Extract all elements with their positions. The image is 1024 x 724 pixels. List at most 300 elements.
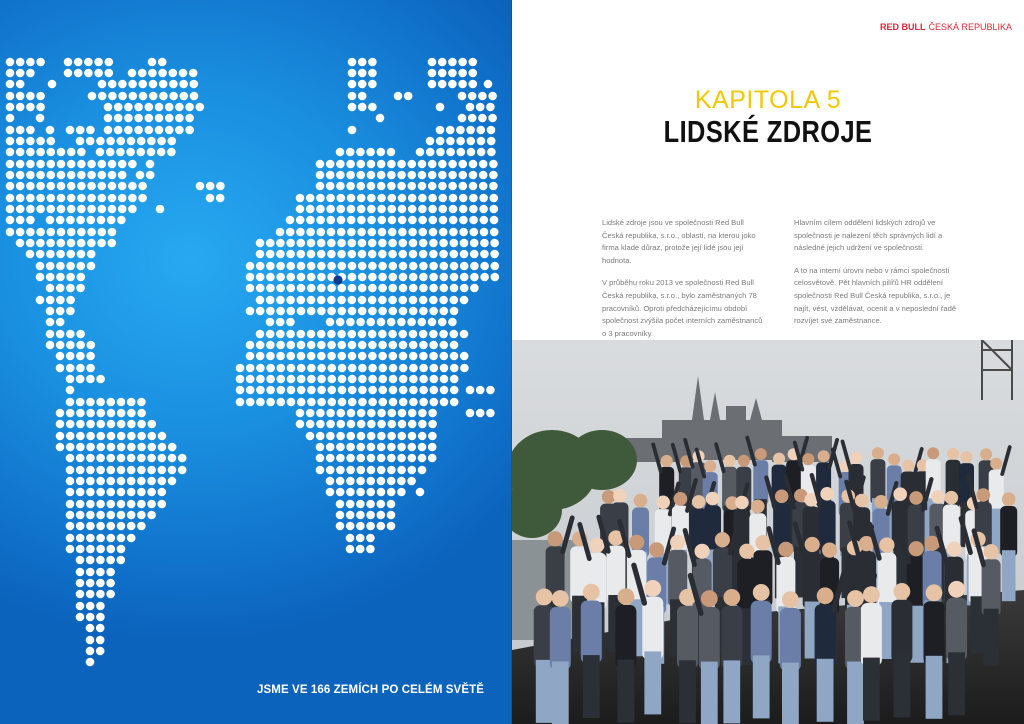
person-body: [699, 607, 720, 670]
map-dot: [56, 352, 65, 361]
map-dot: [6, 182, 15, 191]
map-dot: [367, 466, 376, 475]
person-legs: [984, 609, 999, 666]
map-dot: [428, 443, 437, 452]
map-dot: [277, 386, 286, 395]
map-dot: [67, 182, 76, 191]
map-dot: [86, 534, 95, 543]
map-dot: [256, 262, 265, 271]
map-dot: [450, 352, 459, 361]
map-dot: [86, 511, 95, 520]
map-dot: [317, 341, 326, 350]
person-head: [706, 492, 720, 506]
map-dot: [327, 216, 336, 225]
map-dot: [346, 477, 355, 486]
map-dot: [450, 239, 459, 248]
map-dot: [367, 432, 376, 441]
map-dot: [57, 194, 66, 203]
person-legs: [536, 660, 553, 723]
map-dot: [326, 420, 335, 429]
map-dot: [297, 250, 306, 259]
map-dot: [399, 375, 408, 384]
map-dot: [88, 92, 97, 101]
map-dot: [316, 205, 325, 214]
map-dot: [418, 182, 427, 191]
map-dot: [460, 239, 469, 248]
map-dot: [76, 511, 85, 520]
map-dot: [64, 69, 73, 78]
map-dot: [328, 386, 337, 395]
map-dot: [440, 273, 449, 282]
person-body: [677, 606, 698, 669]
map-dot: [190, 80, 199, 89]
map-dot: [460, 330, 469, 339]
map-dot: [348, 262, 357, 271]
map-dot: [117, 488, 126, 497]
map-dot: [96, 522, 105, 531]
map-dot: [348, 250, 357, 259]
map-dot: [488, 92, 497, 101]
map-dot: [389, 262, 398, 271]
person-head: [552, 590, 569, 607]
map-dot: [66, 273, 75, 282]
map-dot: [149, 80, 158, 89]
map-dot: [118, 92, 127, 101]
map-dot: [104, 103, 113, 112]
map-dot: [346, 534, 355, 543]
map-dot: [348, 352, 357, 361]
map-dot: [368, 284, 377, 293]
map-dot: [389, 386, 398, 395]
map-dot: [358, 58, 367, 67]
person-head: [715, 532, 730, 547]
map-dot: [460, 250, 469, 259]
map-dot: [190, 92, 199, 101]
map-dot: [317, 398, 326, 407]
map-dot: [399, 239, 408, 248]
map-dot: [296, 228, 305, 237]
map-dot: [477, 137, 486, 146]
map-dot: [438, 69, 447, 78]
map-dot: [127, 398, 136, 407]
map-dot: [117, 398, 126, 407]
map-dot: [155, 126, 164, 135]
map-dot: [377, 205, 386, 214]
map-dot: [137, 148, 146, 157]
person-legs: [817, 659, 834, 722]
map-dot: [436, 103, 445, 112]
map-dot: [128, 160, 137, 169]
map-dot: [438, 182, 447, 191]
map-dot: [107, 454, 116, 463]
map-dot: [246, 386, 255, 395]
map-dot: [84, 69, 93, 78]
map-dot: [66, 398, 75, 407]
map-dot: [287, 273, 296, 282]
map-dot: [66, 352, 75, 361]
map-dot: [450, 307, 459, 316]
person-body: [982, 559, 1001, 616]
map-dot: [459, 216, 468, 225]
map-dot: [86, 466, 95, 475]
map-dot: [418, 432, 427, 441]
map-dot: [450, 375, 459, 384]
map-dot: [26, 137, 35, 146]
map-dot: [66, 454, 75, 463]
map-dot: [158, 466, 167, 475]
map-dot: [346, 160, 355, 169]
map-dot: [429, 341, 438, 350]
map-dot: [377, 432, 386, 441]
person-body: [550, 607, 571, 670]
map-dot: [307, 250, 316, 259]
map-dot: [147, 148, 156, 157]
map-dot: [6, 80, 15, 89]
map-dot: [470, 262, 479, 271]
map-dot: [338, 352, 347, 361]
map-dot: [387, 148, 396, 157]
map-dot: [106, 579, 115, 588]
map-dot: [479, 182, 488, 191]
map-dot: [76, 545, 85, 554]
map-dot: [97, 420, 106, 429]
map-dot: [336, 454, 345, 463]
map-dot: [450, 273, 459, 282]
map-dot: [439, 216, 448, 225]
map-dot: [336, 182, 345, 191]
map-dot: [297, 284, 306, 293]
map-dot: [348, 341, 357, 350]
map-dot: [357, 443, 366, 452]
map-dot: [408, 160, 417, 169]
map-dot: [297, 341, 306, 350]
map-dot: [397, 443, 406, 452]
map-dot: [76, 398, 85, 407]
map-dot: [327, 330, 336, 339]
map-dot: [6, 171, 15, 180]
map-dot: [419, 330, 428, 339]
map-dot: [56, 409, 65, 418]
map-dot: [26, 239, 35, 248]
map-dot: [408, 205, 417, 214]
map-dot: [47, 148, 56, 157]
map-dot: [48, 80, 57, 89]
map-dot: [118, 205, 127, 214]
map-dot: [389, 284, 398, 293]
map-dot: [477, 148, 486, 157]
map-dot: [317, 284, 326, 293]
map-dot: [398, 409, 407, 418]
map-dot: [97, 216, 106, 225]
map-dot: [76, 602, 85, 611]
map-dot: [97, 239, 106, 248]
map-dot: [277, 375, 286, 384]
map-dot: [430, 386, 439, 395]
map-dot: [480, 273, 489, 282]
map-dot: [418, 205, 427, 214]
map-dot: [137, 477, 146, 486]
map-dot: [180, 92, 189, 101]
person-head: [802, 453, 814, 465]
map-dot: [458, 92, 467, 101]
map-dot: [246, 364, 255, 373]
map-dot: [67, 205, 76, 214]
map-dot: [76, 420, 85, 429]
map-dot: [317, 250, 326, 259]
map-dot: [357, 409, 366, 418]
person-head: [618, 588, 635, 605]
map-dot: [6, 126, 15, 135]
map-dot: [408, 409, 417, 418]
map-dot: [117, 216, 126, 225]
map-dot: [276, 318, 285, 327]
map-dot: [477, 126, 486, 135]
map-dot: [387, 432, 396, 441]
map-dot: [469, 69, 478, 78]
map-dot: [168, 137, 177, 146]
map-dot: [127, 443, 136, 452]
map-dot: [439, 194, 448, 203]
map-dot: [124, 114, 133, 123]
map-dot: [66, 330, 75, 339]
person-head: [931, 490, 945, 504]
map-dot: [117, 454, 126, 463]
map-dot: [117, 137, 126, 146]
person-head: [980, 448, 992, 460]
map-dot: [159, 92, 168, 101]
map-dot: [490, 250, 499, 259]
map-dot: [266, 364, 275, 373]
map-dot: [158, 477, 167, 486]
map-dot: [86, 443, 95, 452]
map-dot: [56, 262, 65, 271]
map-dot: [56, 273, 65, 282]
map-dot: [367, 160, 376, 169]
map-dot: [94, 69, 103, 78]
map-dot: [306, 420, 315, 429]
map-dot: [327, 250, 336, 259]
map-dot: [327, 239, 336, 248]
map-dot: [158, 69, 167, 78]
map-dot: [317, 307, 326, 316]
map-dot: [86, 488, 95, 497]
map-dot: [128, 80, 137, 89]
map-dot: [326, 454, 335, 463]
map-dot: [107, 477, 116, 486]
person-head: [701, 590, 718, 607]
map-dot: [347, 228, 356, 237]
map-dot: [76, 284, 85, 293]
map-dot: [419, 262, 428, 271]
map-dot: [398, 228, 407, 237]
map-dot: [138, 182, 147, 191]
map-dot: [66, 262, 75, 271]
map-dot: [398, 194, 407, 203]
map-dot: [450, 341, 459, 350]
map-dot: [440, 386, 449, 395]
map-dot: [316, 420, 325, 429]
map-dot: [117, 477, 126, 486]
map-dot: [47, 171, 56, 180]
person-head: [909, 491, 923, 505]
map-dot: [246, 273, 255, 282]
map-dot: [127, 488, 136, 497]
map-dot: [404, 92, 413, 101]
map-dot: [336, 466, 345, 475]
map-dot: [86, 454, 95, 463]
map-dot: [6, 205, 15, 214]
map-dot: [459, 194, 468, 203]
person-head: [692, 495, 706, 509]
map-dot: [156, 205, 165, 214]
map-dot: [491, 273, 500, 282]
team-photo-illustration: [512, 340, 1024, 724]
person-head: [822, 543, 837, 558]
map-dot: [74, 58, 83, 67]
map-dot: [480, 239, 489, 248]
map-dot: [436, 126, 445, 135]
map-dot: [356, 545, 365, 554]
map-dot: [16, 137, 25, 146]
person-head: [773, 453, 785, 465]
person-head: [649, 542, 664, 557]
map-dot: [118, 80, 127, 89]
map-dot: [346, 522, 355, 531]
map-dot: [117, 545, 126, 554]
map-dot: [450, 296, 459, 305]
map-dot: [216, 182, 225, 191]
map-dot: [358, 386, 367, 395]
map-dot: [56, 420, 65, 429]
map-dot: [256, 386, 265, 395]
running-head-country: ČESKÁ REPUBLIKA: [928, 22, 1012, 32]
map-dot: [326, 171, 335, 180]
map-dot: [470, 228, 479, 237]
map-dot: [185, 126, 194, 135]
map-dot: [368, 307, 377, 316]
team-photo: [512, 340, 1024, 724]
map-dot: [266, 296, 275, 305]
map-dot: [206, 194, 215, 203]
map-dot: [286, 296, 295, 305]
map-dot: [46, 250, 55, 259]
map-dot: [328, 375, 337, 384]
map-dot: [307, 364, 316, 373]
map-dot: [107, 522, 116, 531]
map-dot: [439, 250, 448, 259]
map-dot: [297, 307, 306, 316]
map-dot: [76, 613, 85, 622]
map-dot: [466, 409, 475, 418]
map-dot: [348, 126, 357, 135]
map-dot: [357, 420, 366, 429]
map-dot: [256, 284, 265, 293]
map-dot: [378, 330, 387, 339]
map-dot: [76, 352, 85, 361]
map-dot: [67, 148, 76, 157]
map-dot: [179, 69, 188, 78]
map-dot: [459, 182, 468, 191]
map-dot: [86, 432, 95, 441]
map-dot: [356, 148, 365, 157]
map-dot: [387, 318, 396, 327]
map-dot: [377, 488, 386, 497]
map-dot: [450, 330, 459, 339]
map-dot: [348, 364, 357, 373]
person-head: [820, 487, 834, 501]
person-body: [751, 601, 772, 664]
chapter-title: LIDSKÉ ZDROJE: [663, 114, 873, 149]
map-dot: [358, 69, 367, 78]
map-dot: [388, 330, 397, 339]
map-dot: [155, 114, 164, 123]
map-dot: [16, 92, 25, 101]
map-dot: [118, 182, 127, 191]
map-dot: [16, 205, 25, 214]
map-dot: [276, 239, 285, 248]
map-dot: [368, 375, 377, 384]
map-dot: [394, 92, 403, 101]
map-dot: [409, 262, 418, 271]
map-dot: [236, 364, 245, 373]
map-dot: [346, 182, 355, 191]
map-dot: [440, 352, 449, 361]
map-dot: [438, 58, 447, 67]
map-dot: [36, 171, 45, 180]
map-dot: [66, 409, 75, 418]
map-dot: [448, 80, 457, 89]
map-dot: [137, 466, 146, 475]
map-dot: [426, 148, 435, 157]
map-dot: [346, 466, 355, 475]
map-dot: [148, 58, 157, 67]
map-dot: [46, 273, 55, 282]
map-dot: [76, 330, 85, 339]
map-dot: [466, 386, 475, 395]
map-dot: [16, 148, 25, 157]
map-dot: [86, 613, 95, 622]
map-dot: [16, 58, 25, 67]
map-dot: [337, 239, 346, 248]
map-dot: [456, 137, 465, 146]
map-dot: [450, 386, 459, 395]
map-dot: [86, 375, 95, 384]
map-dot: [16, 103, 25, 112]
map-dot: [459, 171, 468, 180]
map-dot: [366, 534, 375, 543]
map-dot: [106, 148, 115, 157]
map-dot: [36, 58, 45, 67]
map-dot: [346, 171, 355, 180]
map-dot: [106, 590, 115, 599]
map-dot: [56, 432, 65, 441]
map-dot: [266, 307, 275, 316]
map-dot: [399, 364, 408, 373]
map-dot: [96, 579, 105, 588]
map-dot: [168, 466, 177, 475]
map-dot: [87, 262, 96, 271]
map-dot: [127, 409, 136, 418]
person-head: [613, 489, 627, 503]
map-dot: [26, 194, 35, 203]
map-dot: [440, 307, 449, 316]
map-dot: [66, 522, 75, 531]
map-dot: [57, 171, 66, 180]
map-dot: [416, 148, 425, 157]
map-dot: [66, 500, 75, 509]
map-dot: [96, 613, 105, 622]
map-dot: [469, 182, 478, 191]
